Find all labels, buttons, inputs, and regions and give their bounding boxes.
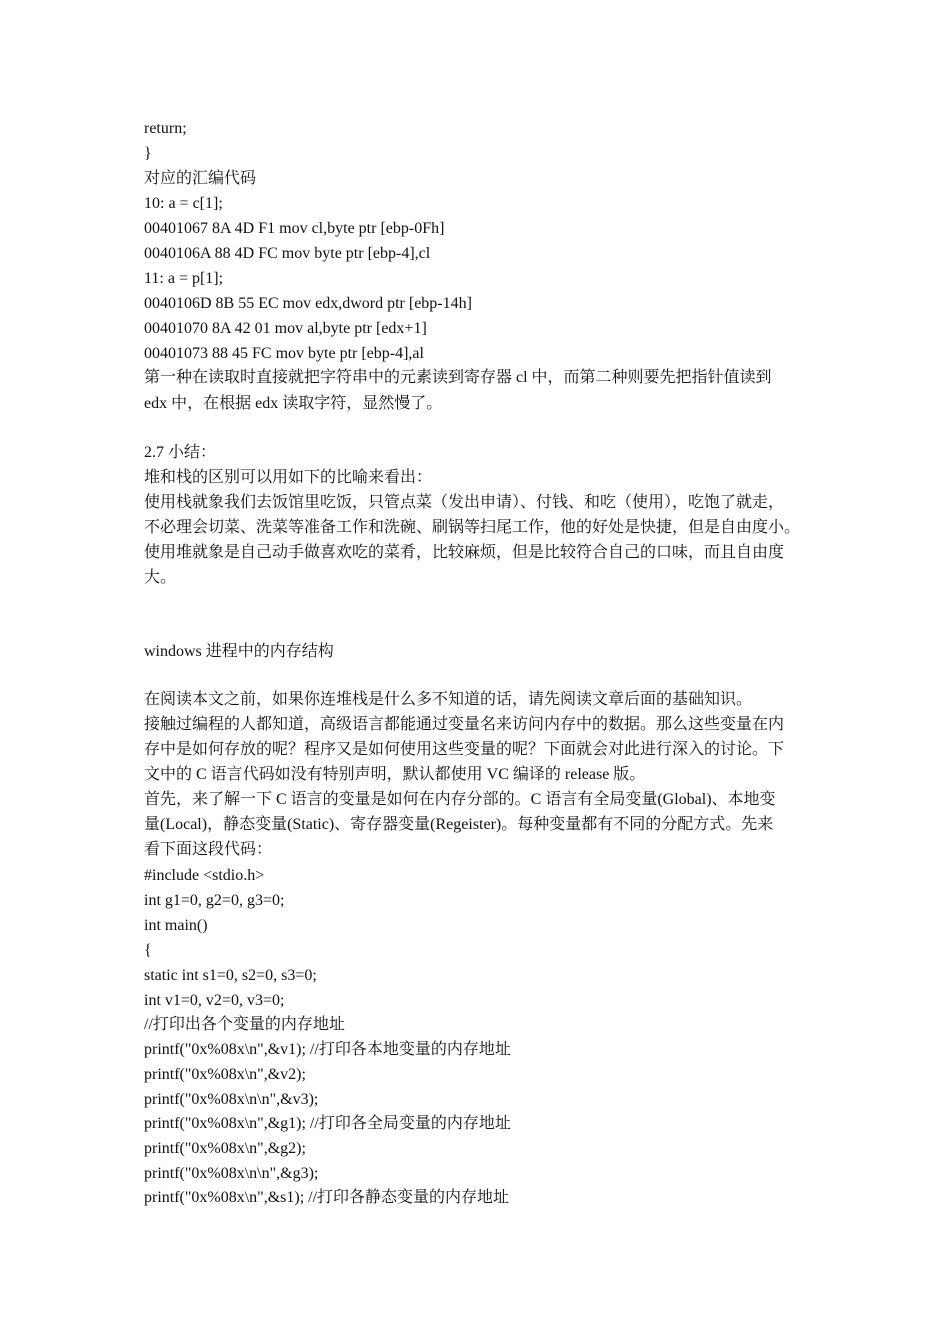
code-line: 00401067 8A 4D F1 mov cl,byte ptr [ebp-0Fh] (144, 220, 445, 237)
code-line: int main() (144, 917, 208, 934)
code-line: 00401070 8A 42 01 mov al,byte ptr [edx+1] (144, 320, 427, 337)
text-line: 接触过编程的人都知道，高级语言都能通过变量名来访问内存中的数据。那么这些变量在内 (144, 716, 785, 733)
code-line: { (144, 942, 152, 959)
text-line: 在阅读本文之前，如果你连堆栈是什么多不知道的话，请先阅读文章后面的基础知识。 (144, 691, 753, 708)
code-line: printf("0x%08x\n",&g2); (144, 1140, 306, 1157)
text-line: 量(Local)，静态变量(Static)、寄存器变量(Regeister)。每种变量都有不同的分配方式。先来 (144, 816, 774, 833)
code-line: printf("0x%08x\n\n",&v3); (144, 1091, 319, 1108)
text-line: 文中的 C 语言代码如没有特别声明，默认都使用 VC 编译的 release 版。 (144, 766, 646, 783)
code-line: 10: a = c[1]; (144, 195, 223, 212)
text-line: 使用栈就象我们去饭馆里吃饭，只管点菜（发出申请）、付钱、和吃（使用），吃饱了就走， (144, 494, 785, 511)
code-line: printf("0x%08x\n\n",&g3); (144, 1165, 319, 1182)
text-line: 存中是如何存放的呢？程序又是如何使用这些变量的呢？下面就会对此进行深入的讨论。下 (144, 741, 785, 758)
code-line: int g1=0, g2=0, g3=0; (144, 892, 285, 909)
code-line: //打印出各个变量的内存地址 (144, 1016, 345, 1033)
text-line: edx 中，在根据 edx 读取字符，显然慢了。 (144, 395, 443, 412)
code-line: 0040106D 8B 55 EC mov edx,dword ptr [ebp-14h] (144, 295, 472, 312)
text-line: 堆和栈的区别可以用如下的比喻来看出： (144, 469, 433, 486)
code-line: 11: a = p[1]; (144, 270, 224, 287)
code-line: 0040106A 88 4D FC mov byte ptr [ebp-4],cl (144, 245, 431, 262)
section-title: windows 进程中的内存结构 (144, 643, 334, 660)
text-line: 对应的汇编代码 (144, 170, 257, 187)
text-line: 不必理会切菜、洗菜等准备工作和洗碗、刷锅等扫尾工作，他的好处是快捷，但是自由度小。 (144, 519, 801, 536)
code-line: #include <stdio.h> (144, 867, 265, 884)
code-line: printf("0x%08x\n",&g1); //打印各全局变量的内存地址 (144, 1115, 511, 1132)
text-line: 看下面这段代码： (144, 841, 273, 858)
code-line: int v1=0, v2=0, v3=0; (144, 992, 285, 1009)
code-line: return; (144, 120, 187, 137)
text-line: 使用堆就象是自己动手做喜欢吃的菜肴，比较麻烦，但是比较符合自己的口味，而且自由度 (144, 544, 785, 561)
text-line: 大。 (144, 569, 177, 586)
code-line: static int s1=0, s2=0, s3=0; (144, 967, 317, 984)
code-line: printf("0x%08x\n",&s1); //打印各静态变量的内存地址 (144, 1189, 510, 1206)
text-line: 第一种在读取时直接就把字符串中的元素读到寄存器 cl 中，而第二种则要先把指针值读到 (144, 369, 772, 386)
code-line: printf("0x%08x\n",&v2); (144, 1066, 306, 1083)
code-line: printf("0x%08x\n",&v1); //打印各本地变量的内存地址 (144, 1041, 511, 1058)
code-line: 00401073 88 45 FC mov byte ptr [ebp-4],al (144, 345, 424, 362)
code-line: } (144, 145, 152, 162)
text-line: 首先，来了解一下 C 语言的变量是如何在内存分部的。C 语言有全局变量(Global)、本地变 (144, 791, 776, 808)
section-heading: 2.7 小结： (144, 444, 217, 461)
